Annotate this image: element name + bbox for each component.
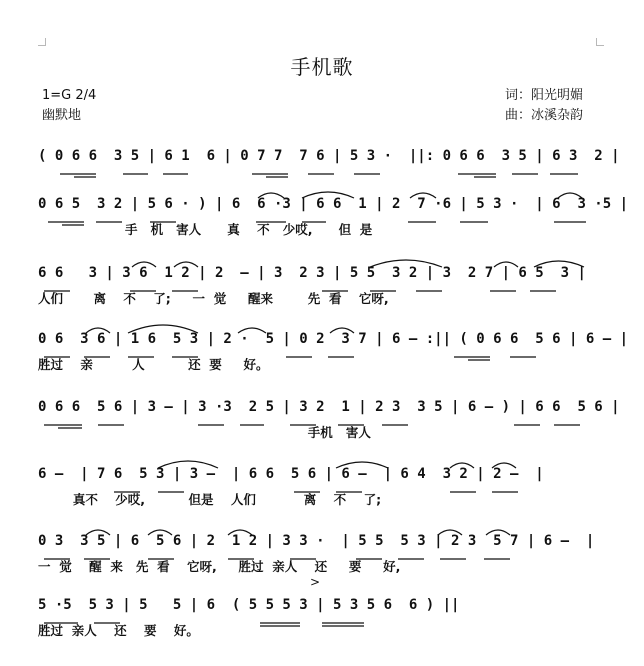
lyric-line: 胜过 亲人 还 要 好。 <box>38 623 199 638</box>
composer-credit: 曲：冰溪杂韵 <box>505 108 584 123</box>
crop-mark-top-right <box>596 38 604 46</box>
crop-mark-top-left <box>38 38 46 46</box>
notation-line: 6 6 3 | 3 6 1 2 | 2 — | 3 2 3 | 5 5 3 2 | 3 2 7 | 6 5 3 | <box>38 265 586 281</box>
notation-line: 0 6 6 5 6 | 3 — | 3 ·3 2 5 | 3 2 1 | 2 3 3 5 | 6 — ) | 6 6 5 6 | <box>38 399 620 415</box>
lyricist-credit: 词：阳光明媚 <box>505 88 584 103</box>
song-credits <box>505 86 583 126</box>
lyric-line: 一 觉 醒 来 先 看 它呀, 胜过 亲人 还 要 好, <box>38 559 401 574</box>
lyric-line: 手 机 害人 真 不 少哎, 但 是 <box>38 222 373 237</box>
notation-line: 0 3 3 5 | 6 5 6 | 2 1 2 | 3 3 · | 5 5 5 3 | 2 3 5 7 | 6 — | <box>38 533 595 549</box>
lyric-line: 人们 离 不 了; 一 觉 醒来 先 看 它呀, <box>38 291 389 306</box>
notation-line: ( 0 6 6 3 5 | 6 1 6 | 0 7 7 7 6 | 5 3 · ||: 0 6 6 3 5 | 6 3 2 | <box>38 148 620 164</box>
lyric-line: 手机 害人 <box>38 425 371 440</box>
key-meter: 1=G 2/4 <box>42 88 97 103</box>
notation-line: 6 — | 7 6 5 3 | 3 — | 6 6 5 6 | 6 — | 6 4 3 2 | 2 — | <box>38 466 544 482</box>
song-title: 手机歌 <box>290 55 354 79</box>
song-info-left <box>42 86 96 126</box>
lyric-line: 真不 少哎, 但是 人们 离 不 了; <box>38 492 382 507</box>
lyric-line: 胜过 亲 人 还 要 好。 <box>38 357 269 372</box>
notation-line: 0 6 5 3 2 | 5 6 · ) | 6 6 ·3 | 6 6 1 | 2 7 ·6 | 5 3 · | 6 3 ·5 | <box>38 196 629 212</box>
notation-line: 0 6 3 6 | 1 6 5 3 | 2 · 5 | 0 2 3 7 | 6 — :|| ( 0 6 6 5 6 | 6 — | <box>38 331 629 347</box>
expression-marking: 幽默地 <box>42 108 82 123</box>
accent-mark: > <box>310 575 321 589</box>
notation-line: 5 ·5 5 3 | 5 5 | 6 ( 5 5 5 3 | 5 3 5 6 6 ) || <box>38 597 460 613</box>
